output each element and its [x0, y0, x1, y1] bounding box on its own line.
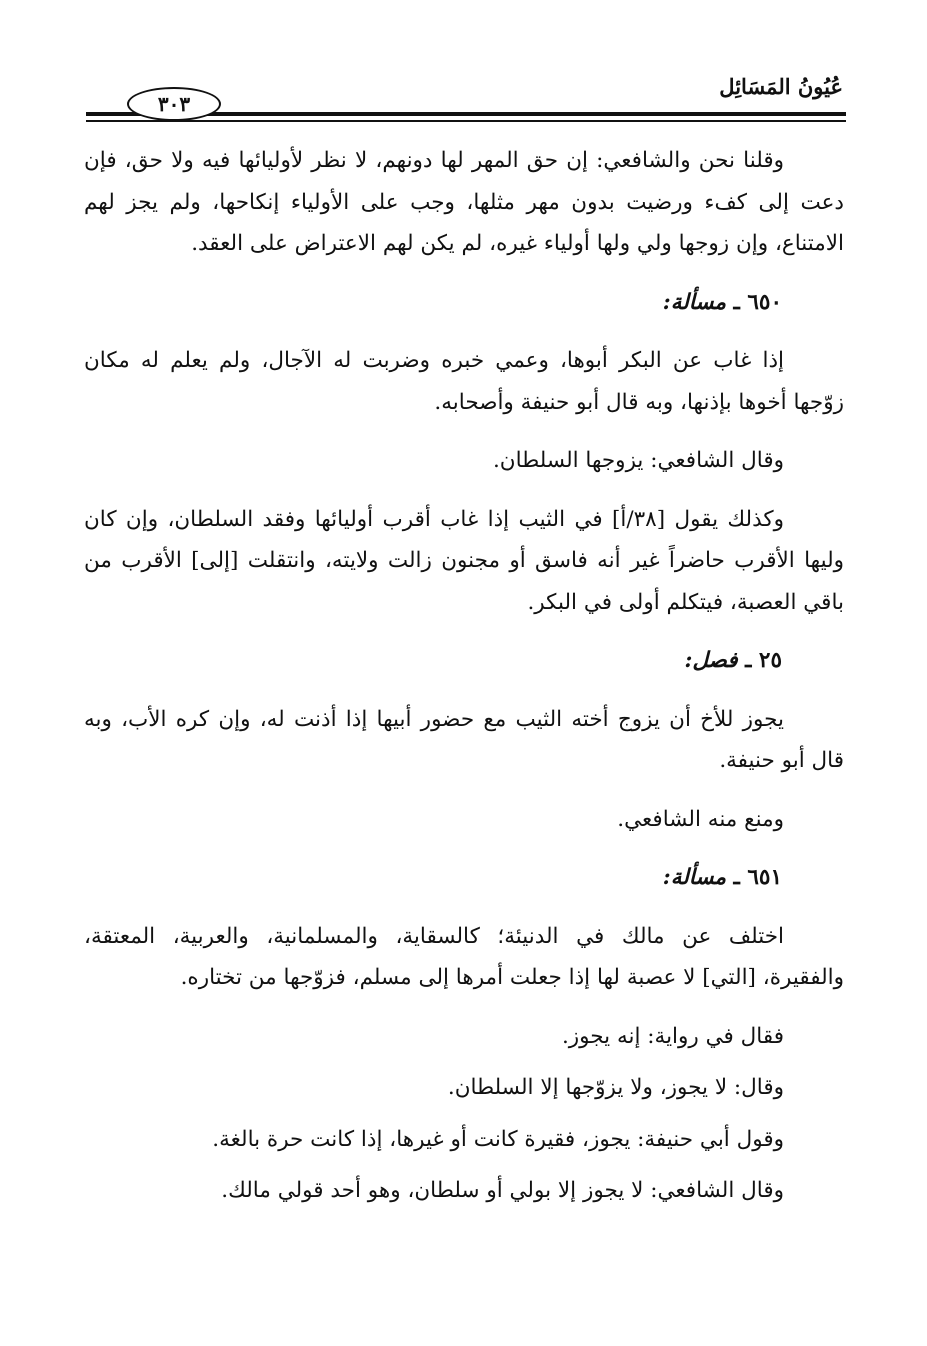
- section-heading: [84, 640, 844, 682]
- paragraph: اختلف عن مالك في الدنيئة؛ كالسقاية، والمسلمانية، والعربية، المعتقة، والفقيرة، [التي] لا عصبة لها إذا جعلت أمرها إلى مسلم، فزوّجها من تختاره.: [84, 923, 844, 990]
- issue-label: مسألة:: [662, 865, 727, 890]
- section-label: فصل:: [684, 648, 738, 673]
- issue-heading: [84, 857, 844, 899]
- page-number: ٣٠٣: [157, 92, 191, 116]
- issue-number: ٦٥٠ ـ: [733, 289, 782, 315]
- issue-heading: [84, 282, 844, 324]
- paragraph: وقال الشافعي: يزوجها السلطان.: [492, 448, 784, 473]
- paragraph: وقال الشافعي: لا يجوز إلا بولي أو سلطان، وهو أحد قولي مالك.: [221, 1178, 784, 1203]
- page-number-cartouche: [127, 87, 221, 121]
- issue-label: مسألة:: [662, 289, 727, 315]
- page-body: [84, 140, 844, 1222]
- paragraph: فقال في رواية: إنه يجوز.: [561, 1023, 784, 1049]
- issue-number: ٦٥١ ـ: [733, 865, 782, 890]
- paragraph: وقال: لا يجوز، ولا يزوّجها إلا السلطان.: [447, 1075, 784, 1100]
- section-number: ٢٥ ـ: [745, 648, 782, 673]
- running-header-title: عُيُونُ المَسَائِل: [719, 74, 843, 99]
- paragraph: وقول أبي حنيفة: يجوز، فقيرة كانت أو غيرها، إذا كانت حرة بالغة.: [212, 1126, 784, 1152]
- paragraph: وقلنا نحن والشافعي: إن حق المهر لها دونهم، لا نظر لأوليائها فيه ولا حق، فإن دعت إلى كفء ورضيت بدون مهر مثلها، وجب على الأولياء إنكاحها، ولم يجز لهم الامتناع، وإن زوجها ولي ولها أولياء غيره، لم يكن لهم الاعتراض على العقد.: [84, 148, 844, 256]
- paragraph: ومنع منه الشافعي.: [617, 806, 784, 832]
- paragraph: إذا غاب عن البكر أبوها، وعمي خبره وضربت له الآجال، ولم يعلم له مكان زوّجها أخوها بإذنها، وبه قال أبو حنيفة وأصحابه.: [84, 348, 844, 415]
- paragraph: وكذلك يقول [٣٨/أ] في الثيب إذا غاب أقرب أوليائها وفقد السلطان، وإن كان وليها الأقرب حاضراً غير أنه فاسق أو مجنون زالت ولايته، وانتقلت [إلى] الأقرب من باقي العصبة، فيتكلم أولى في البكر.: [84, 506, 844, 615]
- paragraph: يجوز للأخ أن يزوج أخته الثيب مع حضور أبيها إذا أذنت له، وإن كره الأب، وبه قال أبو حنيفة.: [84, 706, 844, 773]
- header-rule-thin: [86, 120, 846, 122]
